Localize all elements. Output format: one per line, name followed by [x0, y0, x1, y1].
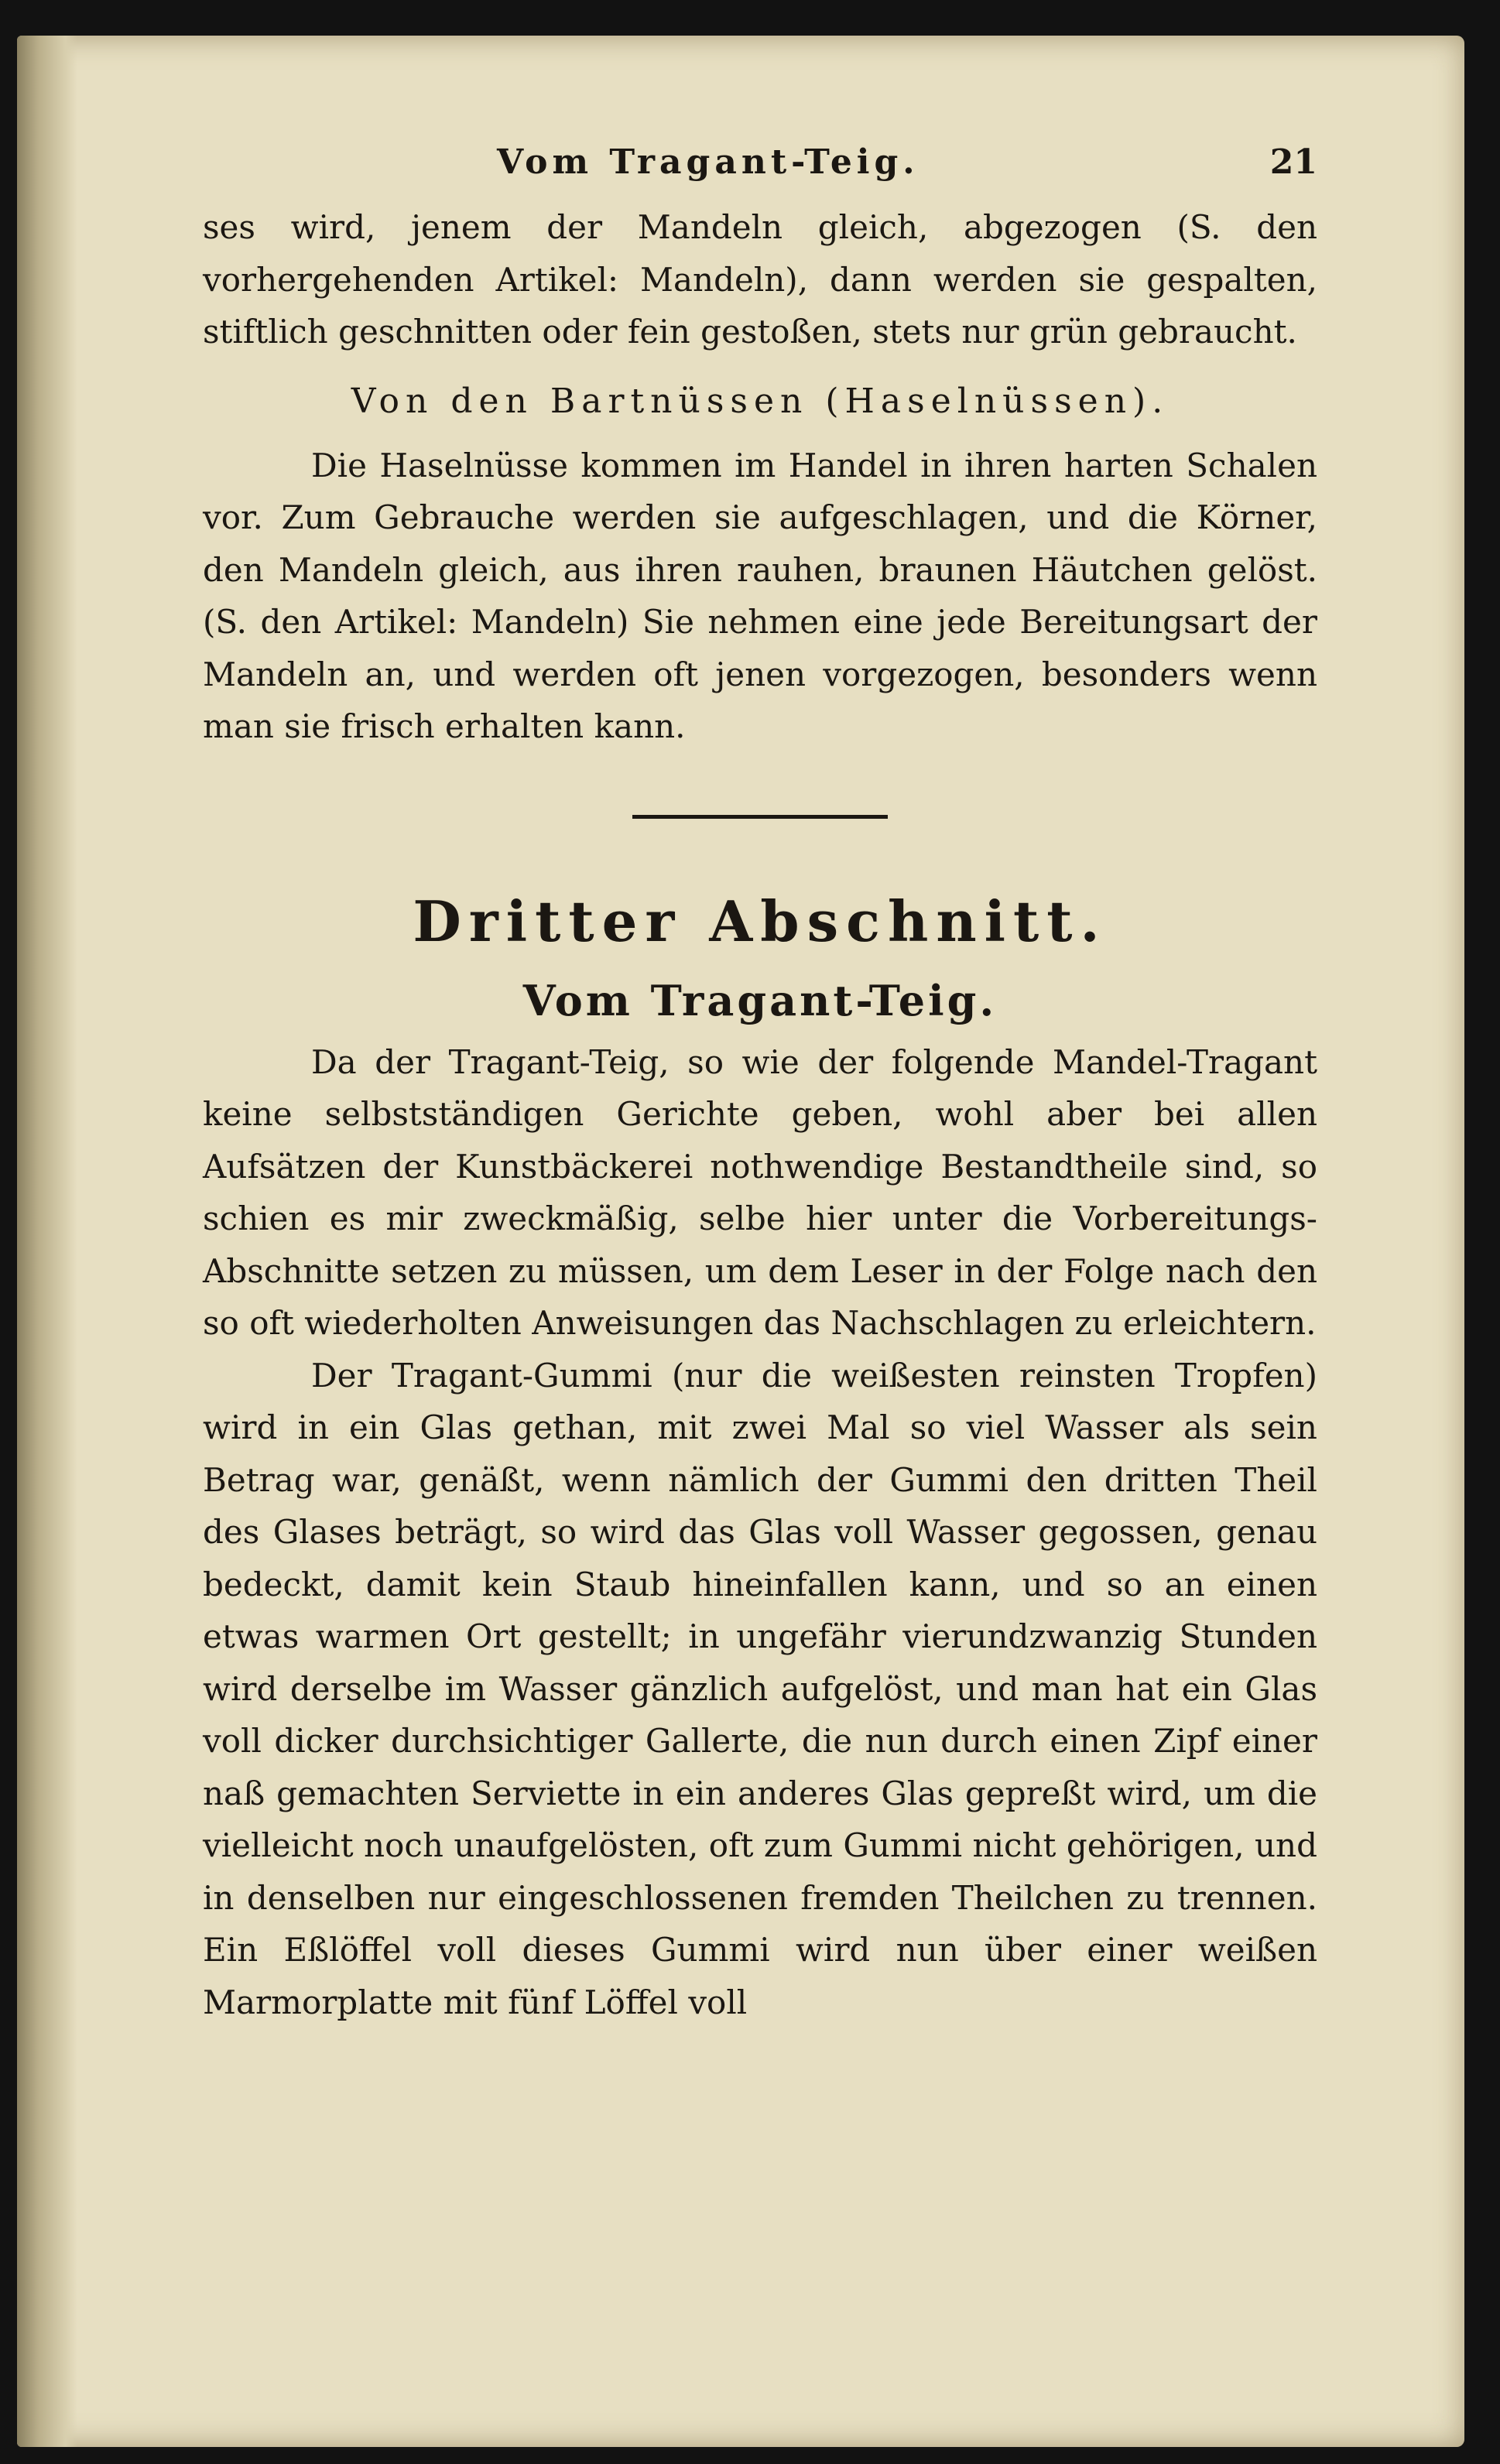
paragraph-haselnuesse: Die Haselnüsse kommen im Handel in ihren harten Schalen vor. Zum Gebrauche werden sie aufgeschlagen, und die Körner, den Mandeln gleich, aus ihren rauhen, braunen Häutchen gelöst. (S. den Artikel: Mandeln) Sie nehmen eine jede Bereitungsart der Mandeln an, und werden oft jenen vorgezogen, besonders wenn man sie frisch erhalten kann.: [203, 446, 1317, 745]
chapter-heading: Dritter Abschnitt.: [413, 888, 1108, 954]
chapter-subheading: Vom Tragant-Teig.: [522, 975, 998, 1025]
paragraph-tragant-intro: Da der Tragant-Teig, so wie der folgende Mandel-Tragant keine selbstständigen Gerichte geben, wohl aber bei allen Aufsätzen der Kunstbäckerei nothwendige Bestandtheile sind, so schien es mir zweckmäßig, selbe hier unter die Vorbereitungs-Abschnitte setzen zu müssen, um dem Leser in der Folge nach den so oft wiederholten Anweisungen das Nachschlagen zu erleichtern.: [203, 1042, 1317, 1342]
continued-paragraph: ses wird, jenem der Mandeln gleich, abgezogen (S. den vorhergehenden Artikel: Mandeln), dann werden sie gespalten, stiftlich geschnitten oder fein gestoßen, stets nur grün gebraucht.: [203, 208, 1317, 351]
running-head-title: Vom Tragant-Teig.: [497, 142, 920, 182]
section-divider: [632, 815, 888, 819]
section-title-bartnuesse: Von den Bartnüssen (Haselnüssen).: [351, 381, 1170, 421]
running-head: [203, 132, 1317, 193]
paragraph-tragant-gummi: Der Tragant-Gummi (nur die weißesten reinsten Tropfen) wird in ein Glas gethan, mit zwei Mal so viel Wasser als sein Betrag war, genäßt, wenn nämlich der Gummi den dritten Theil des Glases beträgt, so wird das Glas voll Wasser gegossen, genau bedeckt, damit kein Staub hineinfallen kann, und so an einen etwas warmen Ort gestellt; in ungefähr vierundzwanzig Stunden wird derselbe im Wasser gänzlich aufgelöst, und man hat ein Glas voll dicker durchsichtiger Gallerte, die nun durch einen Zipf einer naß gemachten Serviette in ein anderes Glas gepreßt wird, um die vielleicht noch unaufgelösten, oft zum Gummi nicht gehörigen, und in denselben nur eingeschlossenen fremden Theilchen zu trennen. Ein Eßlöffel voll dieses Gummi wird nun über einer weißen Marmorplatte mit fünf Löffel voll: [203, 1356, 1317, 2021]
page-number: 21: [1269, 142, 1317, 182]
page-gutter: [17, 36, 77, 2447]
page-text: [203, 132, 1317, 2028]
